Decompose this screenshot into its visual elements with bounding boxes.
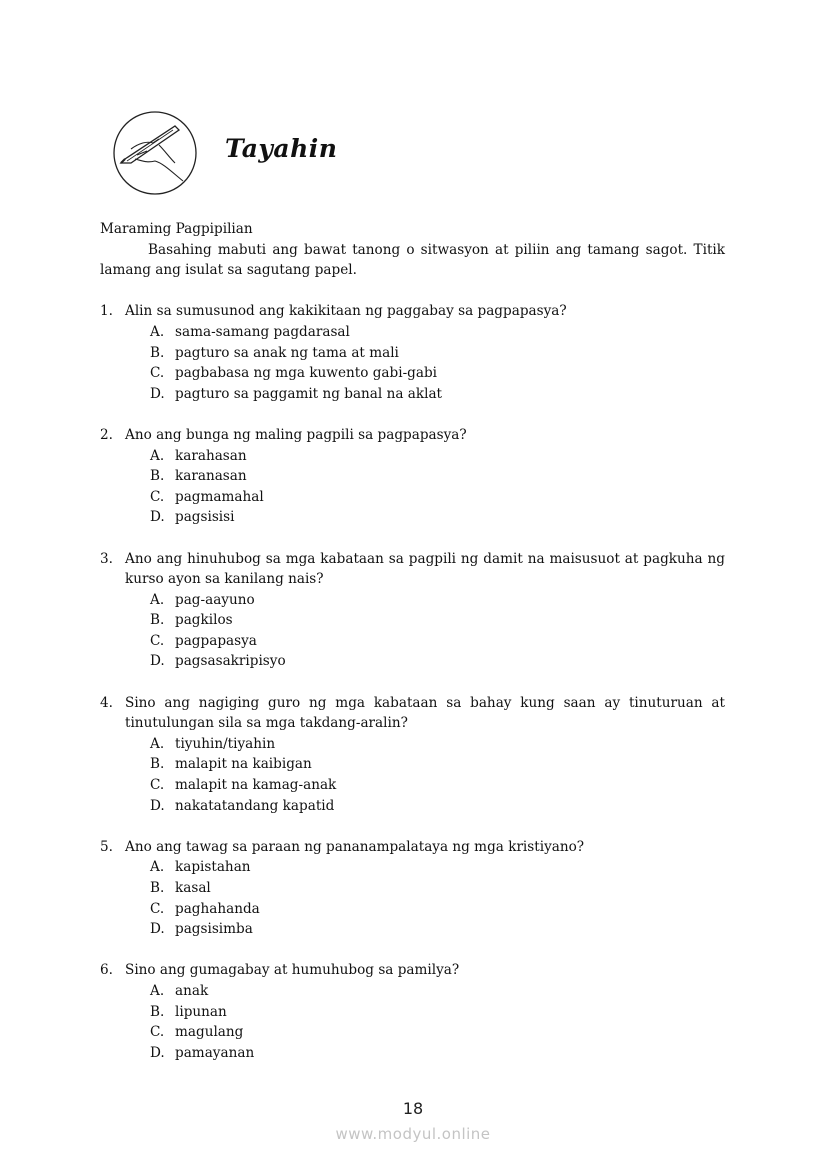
answer-option [125,1022,725,1043]
answer-option [125,919,725,940]
option-text: pamayanan [175,1044,255,1061]
option-letter: D. [150,653,165,670]
hand-writing-pencil-icon [113,111,197,195]
option-text: magulang [175,1024,244,1041]
instructions-body: Basahing mabuti ang bawat tanong o sitwasyon at piliin ang tamang sagot. Titik lamang ang isulat sa sagutang papel. [100,241,725,279]
answer-option [125,322,725,343]
option-text: pagkilos [175,612,233,629]
question-list [100,301,725,1063]
question-text: Sino ang gumagabay at humuhubog sa pamilya? [125,962,460,979]
answer-option [125,384,725,405]
option-letter: A. [150,859,165,876]
answer-option [125,631,725,652]
question [100,549,725,673]
option-letter: D. [150,385,165,402]
option-letter: A. [150,982,165,999]
answer-option [125,1002,725,1023]
option-text: pagsasakripisyo [175,653,286,670]
question-text: Sino ang nagiging guro ng mga kabataan sa bahay kung saan ay tinuturuan at tinutulungan sila sa mga takdang-aralin? [125,694,725,732]
answer-option [125,651,725,672]
question-text: Ano ang hinuhubog sa mga kabataan sa pagpili ng damit na maisusuot at pagkuha ng kurso ayon sa kanilang nais? [125,550,725,588]
option-text: pagbabasa ng mga kuwento gabi-gabi [175,365,438,382]
option-text: kapistahan [175,859,251,876]
option-text: tiyuhin/tiyahin [175,735,276,752]
answer-option [125,857,725,878]
section-title: Tayahin [225,134,338,163]
question-number: 2. [100,426,113,443]
option-letter: A. [150,591,165,608]
option-letter: A. [150,447,165,464]
option-letter: B. [150,880,165,896]
option-text: karahasan [175,447,247,464]
option-text: karanasan [175,468,247,485]
option-text: lipunan [175,1003,227,1020]
answer-option [125,610,725,631]
option-text: paghahanda [175,900,260,917]
answer-option [125,446,725,467]
option-letter: A. [150,735,165,752]
question-number: 3. [100,550,113,567]
answer-option [125,775,725,796]
answer-option [125,343,725,364]
question [100,301,725,404]
option-text: pagsisisi [175,509,235,526]
content [100,219,725,1063]
option-letter: C. [150,777,165,794]
option-letter: C. [150,632,165,649]
question [100,425,725,528]
answer-option [125,487,725,508]
option-text: malapit na kamag-anak [175,777,337,794]
option-letter: B. [150,756,165,773]
question [100,960,725,1063]
watermark: www.modyul.online [335,1125,491,1143]
option-text: malapit na kaibigan [175,756,312,773]
question-number: 1. [100,303,113,320]
option-text: pagmamahal [175,488,264,505]
answer-option [125,590,725,611]
answer-option [125,363,725,384]
instructions-heading: Maraming Pagpipilian [100,221,253,237]
option-letter: A. [150,323,165,340]
question [100,837,725,940]
option-letter: C. [150,488,165,505]
question-text: Ano ang tawag sa paraan ng pananampalataya ng mga kristiyano? [125,838,585,855]
option-text: kasal [175,880,211,896]
option-letter: C. [150,900,165,917]
option-text: pagturo sa anak ng tama at mali [175,344,399,361]
answer-option [125,1043,725,1064]
option-letter: B. [150,344,165,361]
option-letter: C. [150,365,165,382]
option-text: nakatatandang kapatid [175,797,335,814]
question-number: 6. [100,962,113,979]
answer-option [125,796,725,817]
option-letter: C. [150,1024,165,1041]
answer-option [125,878,725,899]
option-letter: B. [150,612,165,629]
option-letter: D. [150,1044,165,1061]
option-letter: B. [150,1003,165,1020]
option-text: sama-samang pagdarasal [175,323,350,340]
question-text: Ano ang bunga ng maling pagpili sa pagpapasya? [125,426,467,443]
question [100,693,725,817]
answer-option [125,734,725,755]
option-letter: D. [150,921,165,938]
answer-option [125,981,725,1002]
option-letter: B. [150,468,165,485]
answer-option [125,466,725,487]
question-text: Alin sa sumusunod ang kakikitaan ng paggabay sa pagpapasya? [125,303,567,320]
answer-option [125,899,725,920]
option-text: pagsisimba [175,921,253,938]
option-text: anak [175,982,209,999]
option-text: pagturo sa paggamit ng banal na aklat [175,385,443,402]
option-text: pag-aayuno [175,591,255,608]
question-number: 4. [100,694,113,711]
answer-option [125,754,725,775]
option-letter: D. [150,509,165,526]
option-text: pagpapasya [175,632,257,649]
page-number: 18 [402,1099,424,1118]
answer-option [125,507,725,528]
question-number: 5. [100,838,113,855]
option-letter: D. [150,797,165,814]
